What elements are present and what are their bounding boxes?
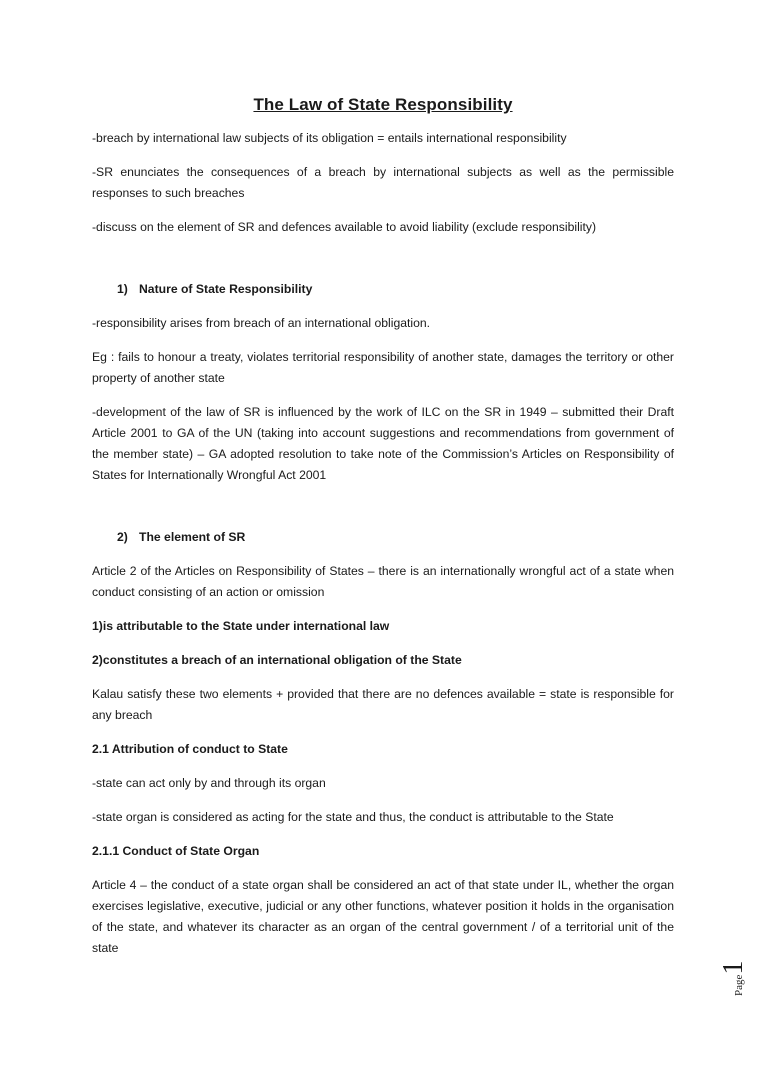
intro-paragraph-1: -breach by international law subjects of its obligation = entails international responsibility <box>92 131 567 145</box>
section-1-paragraph-3: -development of the law of SR is influenced by the work of ILC on the SR in 1949 – submitted their Draft Article 2001 to GA of the UN (taking into account suggestions and recommendations from government of the member state) – GA adopted resolution to take note of the Commission’s Articles on Responsibility of States for Internationally Wrongful Act 2001 <box>92 405 674 482</box>
subsection-2-1-heading: 2.1 Attribution of conduct to State <box>92 742 288 756</box>
page-word: Page <box>733 974 745 996</box>
section-2-paragraph-2: Kalau satisfy these two elements + provided that there are no defences available = state is responsible for any breach <box>92 687 674 722</box>
element-2: 2)constitutes a breach of an international obligation of the State <box>92 653 462 667</box>
section-1-title: Nature of State Responsibility <box>139 282 313 296</box>
subsection-2-1-1-paragraph: Article 4 – the conduct of a state organ shall be considered an act of that state under IL, whether the organ exercises legislative, executive, judicial or any other functions, whatever position it holds in the organisation of the state, and whatever its character as an organ of the central government / of a territorial unit of the state <box>92 878 674 955</box>
subsection-2-1-paragraph-1: -state can act only by and through its organ <box>92 776 326 790</box>
section-2-number: 2) <box>117 530 128 544</box>
intro-paragraph-2: -SR enunciates the consequences of a breach by international subjects as well as the permissible responses to such breaches <box>92 165 674 200</box>
section-1-paragraph-1: -responsibility arises from breach of an international obligation. <box>92 316 431 330</box>
subsection-2-1-paragraph-2: -state organ is considered as acting for the state and thus, the conduct is attributable to the State <box>92 810 614 824</box>
document-body <box>92 95 674 972</box>
section-1-number: 1) <box>117 282 128 296</box>
page-number-rotated <box>718 961 750 996</box>
intro-paragraph-3: -discuss on the element of SR and defences available to avoid liability (exclude responsibility) <box>92 220 597 234</box>
section-2-heading <box>92 527 674 548</box>
page-number: 1 <box>718 960 749 975</box>
subsection-2-1-1-heading: 2.1.1 Conduct of State Organ <box>92 844 260 858</box>
section-1-paragraph-2: Eg : fails to honour a treaty, violates territorial responsibility of another state, damages the territory or other property of another state <box>92 350 674 385</box>
spacer <box>92 251 674 279</box>
page-number-marker <box>718 938 748 998</box>
spacer <box>92 499 674 527</box>
section-2-paragraph-1: Article 2 of the Articles on Responsibility of States – there is an internationally wrongful act of a state when conduct consisting of an action or omission <box>92 564 674 599</box>
section-2-title: The element of SR <box>139 530 246 544</box>
element-1: 1)is attributable to the State under international law <box>92 619 390 633</box>
section-1-heading <box>92 279 674 300</box>
document-title: The Law of State Responsibility <box>253 95 513 114</box>
